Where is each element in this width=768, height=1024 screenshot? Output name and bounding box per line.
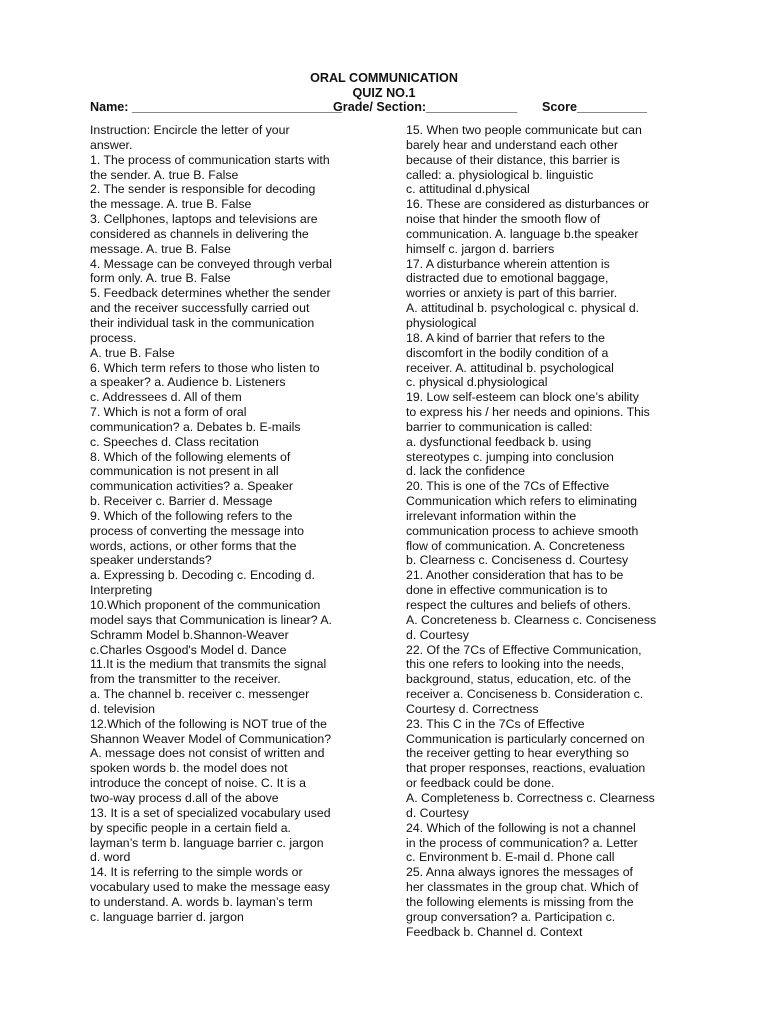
text-line: the sender. A. true B. False	[90, 167, 239, 182]
text-line: her classmates in the group chat. Which of	[406, 880, 639, 895]
page-title: ORAL COMMUNICATION	[310, 71, 458, 85]
text-line: c. attitudinal d.physical	[406, 182, 530, 197]
text-line: words, actions, or other forms that the	[90, 538, 297, 553]
text-line: 18. A kind of barrier that refers to the	[406, 330, 605, 345]
text-line: a. The channel b. receiver c. messenger	[90, 687, 310, 702]
text-line: 7. Which is not a form of oral	[90, 405, 247, 420]
quiz-header	[0, 71, 768, 101]
text-line: distracted due to emotional baggage,	[406, 271, 609, 286]
text-line: c. language barrier d. jargon	[90, 909, 244, 924]
text-line: Communication is particularly concerned on	[406, 731, 645, 746]
text-line: the receiver getting to hear everything so	[406, 746, 629, 761]
text-line: d. television	[90, 701, 155, 716]
text-line: 4. Message can be conveyed through verbal	[90, 256, 332, 271]
text-line: introduce the concept of noise. C. It is a	[90, 776, 307, 791]
text-line: their individual task in the communication	[90, 315, 315, 330]
score-field: Score__________	[542, 100, 648, 114]
text-line: considered as channels in delivering the	[90, 226, 309, 241]
text-line: called: a. physiological b. linguistic	[406, 167, 594, 182]
text-line: communication. A. language b.the speaker	[406, 226, 639, 241]
text-line: that proper responses, reactions, evaluation	[406, 761, 646, 776]
text-line: vocabulary used to make the message easy	[90, 880, 330, 895]
left-column	[90, 123, 380, 925]
text-line: model says that Communication is linear? A.	[90, 612, 332, 627]
text-line: group conversation? a. Participation c.	[406, 909, 616, 924]
text-line: a. dysfunctional feedback b. using	[406, 434, 592, 449]
text-line: process of converting the message into	[90, 523, 304, 538]
text-line: by specific people in a certain field a.	[90, 820, 291, 835]
text-line: d. Courtesy	[406, 627, 469, 642]
text-line: A. message does not consist of written and	[90, 746, 325, 761]
text-line: c.Charles Osgood's Model d. Dance	[90, 642, 287, 657]
text-line: a. Expressing b. Decoding c. Encoding d.	[90, 568, 315, 583]
text-line: barrier to communication is called:	[406, 419, 593, 434]
text-line: d. Courtesy	[406, 805, 469, 820]
text-line: physiological	[406, 315, 477, 330]
text-line: 1. The process of communication starts with	[90, 152, 330, 167]
text-line: Interpreting	[90, 583, 153, 598]
text-line: d. lack the confidence	[406, 464, 525, 479]
text-line: 16. These are considered as disturbances or	[406, 197, 650, 212]
text-line: 14. It is referring to the simple words or	[90, 865, 303, 880]
text-line: form only. A. true B. False	[90, 271, 231, 286]
text-line: A. Concreteness b. Clearness c. Conciseness	[406, 612, 657, 627]
text-line: 9. Which of the following refers to the	[90, 508, 293, 523]
text-line: 25. Anna always ignores the messages of	[406, 865, 633, 880]
text-line: 24. Which of the following is not a channel	[406, 820, 636, 835]
text-line: layman’s term b. language barrier c. jargon	[90, 835, 324, 850]
name-field: Name: ______________________________	[90, 100, 343, 114]
text-line: 22. Of the 7Cs of Effective Communication,	[406, 642, 642, 657]
text-line: and the receiver successfully carried out	[90, 301, 310, 316]
text-line: barely hear and understand each other	[406, 137, 618, 152]
text-line: noise that hinder the smooth flow of	[406, 212, 601, 227]
text-line: 6. Which term refers to those who listen to	[90, 360, 320, 375]
text-line: A. attitudinal b. psychological c. physical d.	[406, 301, 640, 316]
text-line: the message. A. true B. False	[90, 197, 252, 212]
text-line: c. Environment b. E-mail d. Phone call	[406, 850, 615, 865]
text-line: 20. This is one of the 7Cs of Effective	[406, 479, 610, 494]
text-line: process.	[90, 330, 137, 345]
text-line: worries or anxiety is part of this barrier.	[406, 286, 618, 301]
text-line: b. Clearness c. Conciseness d. Courtesy	[406, 553, 629, 568]
quiz-number: QUIZ NO.1	[352, 86, 416, 100]
text-line: receiver a. Conciseness b. Consideration c.	[406, 687, 644, 702]
text-line: irrelevant information within the	[406, 508, 577, 523]
text-line: discomfort in the bodily condition of a	[406, 345, 609, 360]
text-line: background, status, education, etc. of the	[406, 672, 631, 687]
text-line: two-way process d.all of the above	[90, 790, 279, 805]
text-line: answer.	[90, 137, 133, 152]
text-line: 21. Another consideration that has to be	[406, 568, 624, 583]
text-line: A. Completeness b. Correctness c. Clearness	[406, 790, 655, 805]
text-line: 10.Which proponent of the communication	[90, 598, 321, 612]
text-line: spoken words b. the model does not	[90, 761, 288, 776]
text-line: c. physical d.physiological	[406, 375, 548, 390]
text-line: communication process to achieve smooth	[406, 523, 639, 538]
text-line: receiver. A. attitudinal b. psychological	[406, 360, 614, 375]
text-line: done in effective communication is to	[406, 583, 608, 598]
text-line: flow of communication. A. Concreteness	[406, 538, 625, 553]
text-line: Schramm Model b.Shannon-Weaver	[90, 627, 289, 642]
text-line: Courtesy d. Correctness	[406, 701, 539, 716]
text-line: to express his / her needs and opinions. This	[406, 405, 650, 420]
text-line: stereotypes c. jumping into conclusion	[406, 449, 614, 464]
text-line: speaker understands?	[90, 553, 212, 568]
text-line: Feedback b. Channel d. Context	[406, 924, 583, 939]
text-line: 19. Low self-esteem can block one’s ability	[406, 390, 639, 405]
text-line: Instruction: Encircle the letter of your	[90, 123, 290, 137]
text-line: 3. Cellphones, laptops and televisions are	[90, 212, 318, 227]
grade-section-field: Grade/ Section:_____________	[333, 100, 518, 114]
text-line: d. word	[90, 850, 131, 865]
text-line: because of their distance, this barrier is	[406, 152, 620, 167]
text-line: communication activities? a. Speaker	[90, 479, 293, 494]
text-line: Communication which refers to eliminating	[406, 494, 638, 509]
text-line: a speaker? a. Audience b. Listeners	[90, 375, 286, 390]
text-line: 17. A disturbance wherein attention is	[406, 256, 610, 271]
text-line: respect the cultures and beliefs of others.	[406, 598, 631, 612]
text-line: himself c. jargon d. barriers	[406, 241, 555, 256]
text-line: 12.Which of the following is NOT true of the	[90, 716, 327, 731]
text-line: message. A. true B. False	[90, 241, 231, 256]
text-line: 13. It is a set of specialized vocabulary used	[90, 805, 331, 820]
text-line: in the process of communication? a. Letter	[406, 835, 638, 850]
text-line: c. Addressees d. All of them	[90, 390, 242, 405]
text-line: communication is not present in all	[90, 464, 279, 479]
text-line: A. true B. False	[90, 345, 175, 360]
text-line: from the transmitter to the receiver.	[90, 672, 281, 687]
text-line: 5. Feedback determines whether the sender	[90, 286, 331, 301]
text-line: 8. Which of the following elements of	[90, 449, 291, 464]
text-line: b. Receiver c. Barrier d. Message	[90, 494, 273, 509]
text-line: 11.It is the medium that transmits the signal	[90, 657, 327, 672]
text-line: 15. When two people communicate but can	[406, 123, 642, 137]
text-line: c. Speeches d. Class recitation	[90, 434, 259, 449]
text-line: Shannon Weaver Model of Communication?	[90, 731, 332, 746]
text-line: or feedback could be done.	[406, 776, 555, 791]
text-line: communication? a. Debates b. E-mails	[90, 419, 301, 434]
text-line: to understand. A. words b. layman’s term	[90, 894, 313, 909]
text-line: this one refers to looking into the needs,	[406, 657, 625, 672]
text-line: the following elements is missing from the	[406, 894, 634, 909]
text-line: 2. The sender is responsible for decoding	[90, 182, 316, 197]
right-column	[406, 123, 706, 939]
text-line: 23. This C in the 7Cs of Effective	[406, 716, 585, 731]
